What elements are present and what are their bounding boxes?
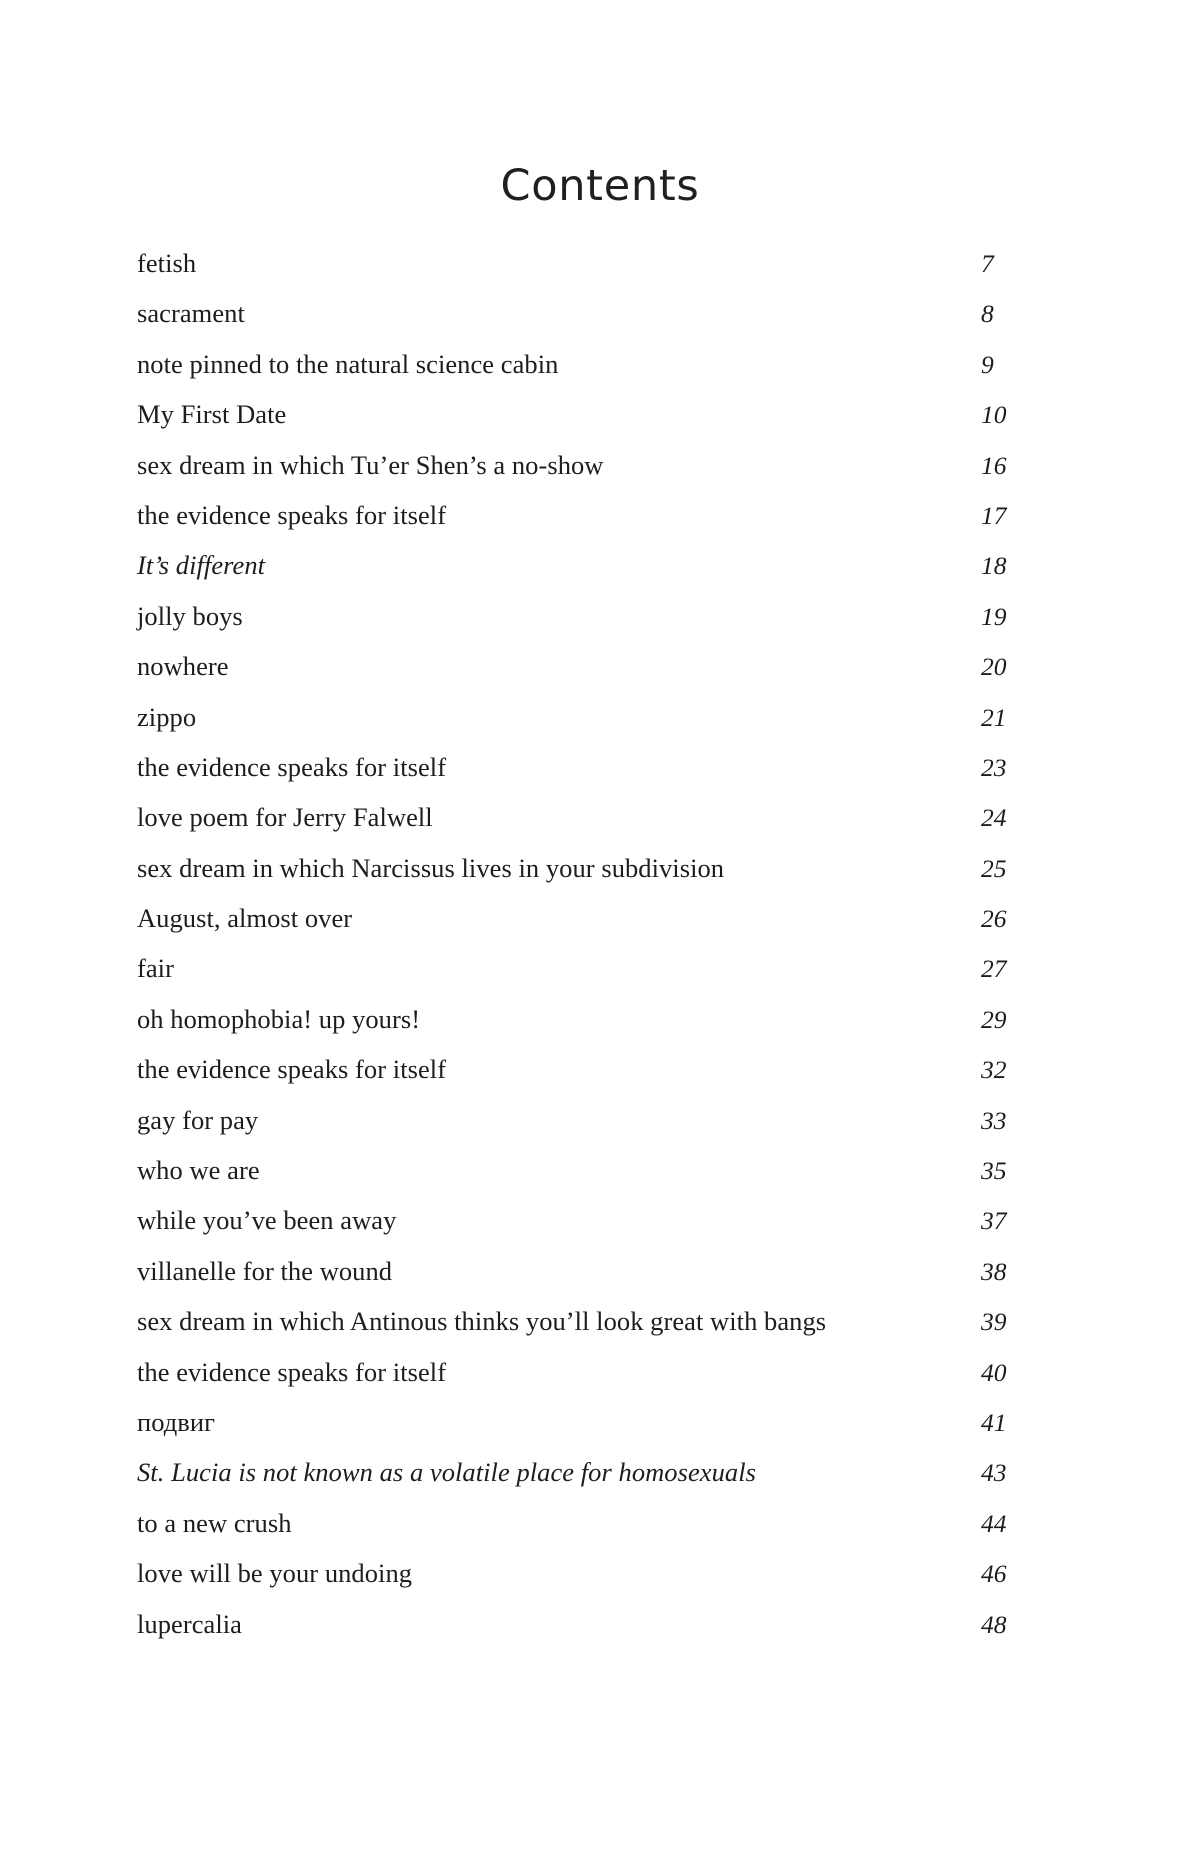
- toc-entry-page-number: 40: [981, 1357, 1007, 1387]
- toc-entry-title: to a new crush: [137, 1507, 292, 1538]
- toc-entry-title: sacrament: [137, 298, 245, 329]
- toc-entry-title: who we are: [137, 1155, 260, 1186]
- toc-entry-title: the evidence speaks for itself: [137, 751, 447, 782]
- toc-entry-title: fetish: [137, 248, 197, 278]
- toc-entry-title: while you’ve been away: [137, 1205, 397, 1236]
- toc-entry[interactable]: [137, 490, 1037, 540]
- toc-entry-page-number: 46: [981, 1559, 1007, 1589]
- toc-entry[interactable]: [137, 1548, 1037, 1598]
- toc-entry-page-number: 48: [981, 1609, 1007, 1639]
- toc-entry-page-number: 37: [981, 1206, 1007, 1236]
- toc-entry-page-number: 26: [981, 904, 1007, 934]
- toc-entry-page-number: 39: [981, 1307, 1007, 1337]
- toc-entry-page-number: 29: [981, 1004, 1007, 1034]
- toc-entry-title: oh homophobia! up yours!: [137, 1003, 421, 1034]
- toc-entry[interactable]: [137, 1145, 1037, 1195]
- toc-entry[interactable]: [137, 994, 1037, 1044]
- toc-entry-page-number: 20: [981, 652, 1007, 682]
- toc-entry[interactable]: [137, 1095, 1037, 1145]
- toc-entry-page-number: 43: [981, 1458, 1007, 1488]
- table-of-contents: [137, 238, 1037, 1649]
- toc-entry-title: My First Date: [137, 399, 287, 430]
- toc-entry-title: August, almost over: [137, 903, 353, 934]
- toc-entry-title: It’s different: [137, 550, 266, 581]
- toc-entry-page-number: 8: [981, 299, 994, 329]
- toc-entry-title: St. Lucia is not known as a volatile place for homosexuals: [137, 1457, 756, 1488]
- toc-entry[interactable]: [137, 1296, 1037, 1346]
- toc-entry[interactable]: [137, 692, 1037, 742]
- toc-entry-page-number: 19: [981, 601, 1007, 631]
- toc-entry[interactable]: [137, 742, 1037, 792]
- toc-entry-title: note pinned to the natural science cabin: [137, 348, 559, 379]
- toc-entry[interactable]: [137, 1195, 1037, 1245]
- toc-entry[interactable]: [137, 1447, 1037, 1497]
- toc-entry[interactable]: [137, 1044, 1037, 1094]
- toc-entry[interactable]: [137, 641, 1037, 691]
- toc-entry-title: lupercalia: [137, 1608, 242, 1639]
- page-title: Contents: [500, 160, 700, 211]
- toc-entry[interactable]: [137, 389, 1037, 439]
- toc-entry-page-number: 32: [981, 1055, 1007, 1085]
- toc-entry[interactable]: [137, 238, 1037, 288]
- toc-entry-title: fair: [137, 953, 174, 984]
- toc-entry[interactable]: [137, 893, 1037, 943]
- toc-entry-page-number: 10: [981, 400, 1007, 430]
- toc-entry-page-number: 38: [981, 1256, 1007, 1286]
- toc-entry-page-number: 18: [981, 551, 1007, 581]
- toc-entry-title: zippo: [137, 701, 197, 732]
- toc-entry-title: love poem for Jerry Falwell: [137, 802, 433, 833]
- toc-entry-page-number: 44: [981, 1508, 1007, 1538]
- toc-entry[interactable]: [137, 591, 1037, 641]
- toc-entry-title: jolly boys: [137, 600, 243, 631]
- toc-entry-page-number: 25: [981, 853, 1007, 883]
- toc-entry-title: gay for pay: [137, 1104, 259, 1135]
- toc-entry-page-number: 16: [981, 450, 1007, 480]
- toc-entry-page-number: 35: [981, 1156, 1007, 1186]
- toc-entry-title: the evidence speaks for itself: [137, 1356, 447, 1387]
- toc-entry[interactable]: [137, 288, 1037, 338]
- toc-entry-page-number: 17: [981, 500, 1007, 530]
- toc-entry-title: the evidence speaks for itself: [137, 1054, 447, 1085]
- toc-entry-page-number: 21: [981, 702, 1007, 732]
- toc-entry[interactable]: [137, 1498, 1037, 1548]
- toc-entry-title: nowhere: [137, 651, 229, 682]
- toc-entry[interactable]: [137, 1246, 1037, 1296]
- toc-entry-page-number: 24: [981, 803, 1007, 833]
- toc-entry-page-number: 41: [981, 1407, 1007, 1437]
- toc-entry-title: villanelle for the wound: [137, 1255, 393, 1286]
- toc-entry[interactable]: [137, 440, 1037, 490]
- toc-entry-title: sex dream in which Tu’er Shen’s a no-show: [137, 449, 604, 480]
- toc-entry[interactable]: [137, 1397, 1037, 1447]
- toc-entry[interactable]: [137, 540, 1037, 590]
- toc-entry-title: love will be your undoing: [137, 1558, 413, 1589]
- toc-entry[interactable]: [137, 339, 1037, 389]
- toc-entry-page-number: 33: [981, 1105, 1007, 1135]
- toc-entry-title: the evidence speaks for itself: [137, 499, 447, 530]
- toc-entry-page-number: 27: [981, 954, 1007, 984]
- toc-entry-title: sex dream in which Antinous thinks you’ll look great with bangs: [137, 1306, 827, 1337]
- toc-entry-title: sex dream in which Narcissus lives in your subdivision: [137, 852, 725, 883]
- toc-entry[interactable]: [137, 943, 1037, 993]
- toc-entry-title: подвиг: [137, 1406, 216, 1437]
- toc-entry[interactable]: [137, 1347, 1037, 1397]
- toc-entry[interactable]: [137, 792, 1037, 842]
- toc-entry-page-number: 7: [981, 249, 994, 278]
- toc-entry-page-number: 9: [981, 349, 994, 379]
- toc-entry[interactable]: [137, 843, 1037, 893]
- toc-entry-page-number: 23: [981, 752, 1007, 782]
- toc-entry[interactable]: [137, 1599, 1037, 1649]
